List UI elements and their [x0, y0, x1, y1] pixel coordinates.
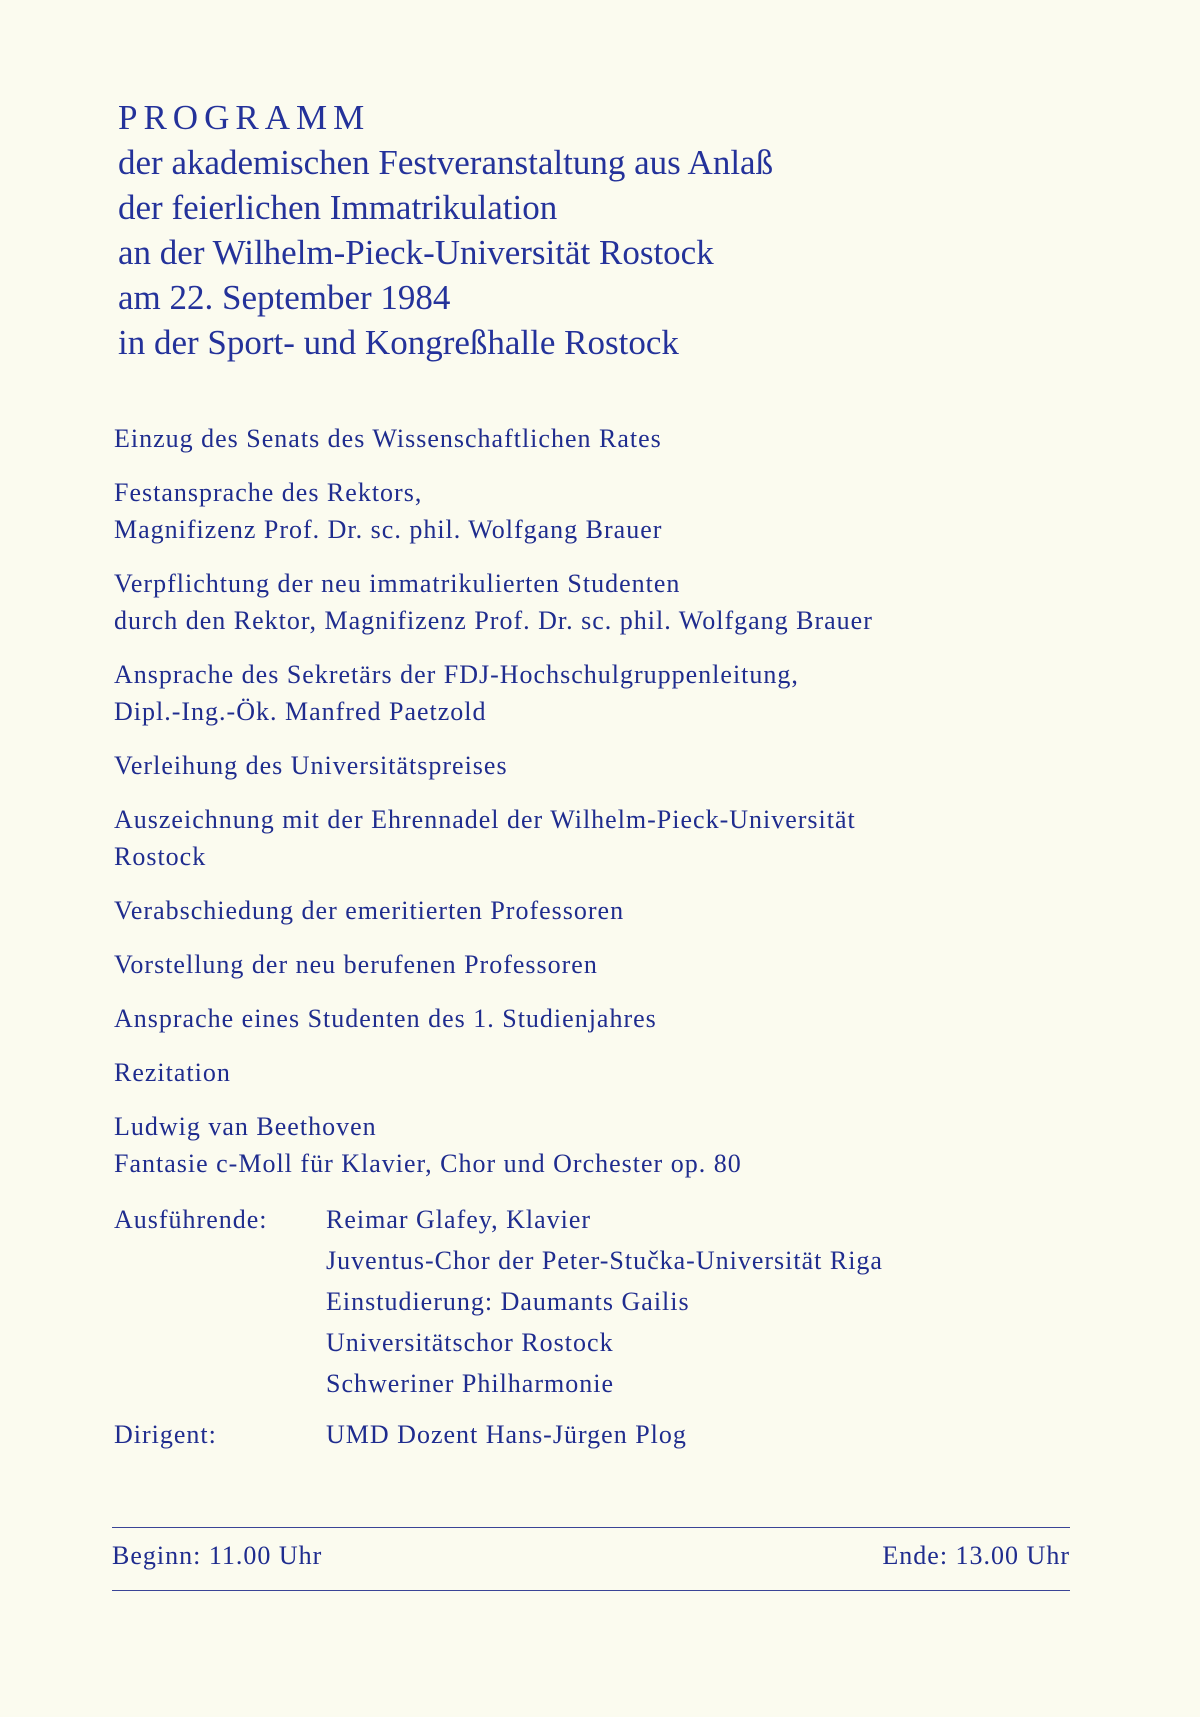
- program-item-line: Vorstellung der neu berufenen Professoren: [114, 950, 598, 979]
- performer: Schweriner Philharmonie: [326, 1369, 614, 1398]
- performers-row: [114, 1199, 1074, 1240]
- program-item: [114, 420, 1074, 457]
- begin-time: Beginn: 11.00 Uhr: [112, 1541, 323, 1570]
- program-item: [114, 1000, 1074, 1037]
- program-item-line: durch den Rektor, Magnifizenz Prof. Dr. sc. phil. Wolfgang Brauer: [114, 606, 873, 635]
- program-item-line: Verabschiedung der emeritierten Professoren: [114, 896, 625, 925]
- program-item-line: Rezitation: [114, 1058, 231, 1087]
- time-footer: [112, 1541, 1070, 1571]
- spacer: [114, 1281, 326, 1322]
- performers-row: [114, 1281, 1074, 1322]
- program-item-line: Magnifizenz Prof. Dr. sc. phil. Wolfgang Brauer: [114, 515, 663, 544]
- spacer: [114, 1322, 326, 1363]
- program-list: [114, 420, 1074, 1455]
- program-header: [118, 96, 773, 365]
- program-item: [114, 474, 1074, 548]
- spacer: [114, 1363, 326, 1404]
- performer: Universitätschor Rostock: [326, 1328, 614, 1357]
- header-line: der feierlichen Immatrikulation: [118, 188, 558, 227]
- program-item-line: Ludwig van Beethoven: [114, 1112, 377, 1141]
- page-title: PROGRAMM: [118, 98, 371, 137]
- program-item-line: Verpflichtung der neu immatrikulierten Studenten: [114, 569, 681, 598]
- program-item-line: Rostock: [114, 842, 207, 871]
- performer: Juventus-Chor der Peter-Stučka-Universität Riga: [326, 1246, 883, 1275]
- header-line: am 22. September 1984: [118, 278, 451, 317]
- top-divider: [112, 1527, 1070, 1528]
- program-item-line: Ansprache eines Studenten des 1. Studienjahres: [114, 1004, 657, 1033]
- spacer: [114, 1240, 326, 1281]
- program-item-line: Fantasie c-Moll für Klavier, Chor und Orchester op. 80: [114, 1149, 742, 1178]
- program-item: [114, 656, 1074, 730]
- performers-block: [114, 1199, 1074, 1404]
- program-item: [114, 1108, 1074, 1182]
- conductor-label: Dirigent:: [114, 1420, 217, 1449]
- performers-label: Ausführende:: [114, 1205, 268, 1234]
- performers-row: [114, 1363, 1074, 1404]
- program-item-line: Auszeichnung mit der Ehrennadel der Wilhelm-Pieck-Universität: [114, 805, 856, 834]
- performer: Einstudierung: Daumants Gailis: [326, 1287, 690, 1316]
- header-line: in der Sport- und Kongreßhalle Rostock: [118, 323, 679, 362]
- end-time: Ende: 13.00 Uhr: [882, 1541, 1070, 1570]
- performer: Reimar Glafey, Klavier: [326, 1205, 592, 1234]
- program-item-line: Verleihung des Universitätspreises: [114, 751, 508, 780]
- program-item: [114, 747, 1074, 784]
- performers-row: [114, 1322, 1074, 1363]
- program-item-line: Einzug des Senats des Wissenschaftlichen Rates: [114, 424, 662, 453]
- program-item: [114, 946, 1074, 983]
- program-item-line: Festansprache des Rektors,: [114, 478, 423, 507]
- bottom-divider: [112, 1590, 1070, 1591]
- conductor-row: [114, 1414, 1074, 1455]
- program-item-line: Dipl.-Ing.-Ök. Manfred Paetzold: [114, 697, 487, 726]
- program-item: [114, 801, 1074, 875]
- program-item: [114, 1054, 1074, 1091]
- program-item-line: Ansprache des Sekretärs der FDJ-Hochschulgruppenleitung,: [114, 660, 799, 689]
- conductor-name: UMD Dozent Hans-Jürgen Plog: [326, 1420, 687, 1449]
- performers-row: [114, 1240, 1074, 1281]
- program-item: [114, 892, 1074, 929]
- header-line: an der Wilhelm-Pieck-Universität Rostock: [118, 233, 714, 272]
- program-item: [114, 565, 1074, 639]
- header-line: der akademischen Festveranstaltung aus Anlaß: [118, 143, 774, 182]
